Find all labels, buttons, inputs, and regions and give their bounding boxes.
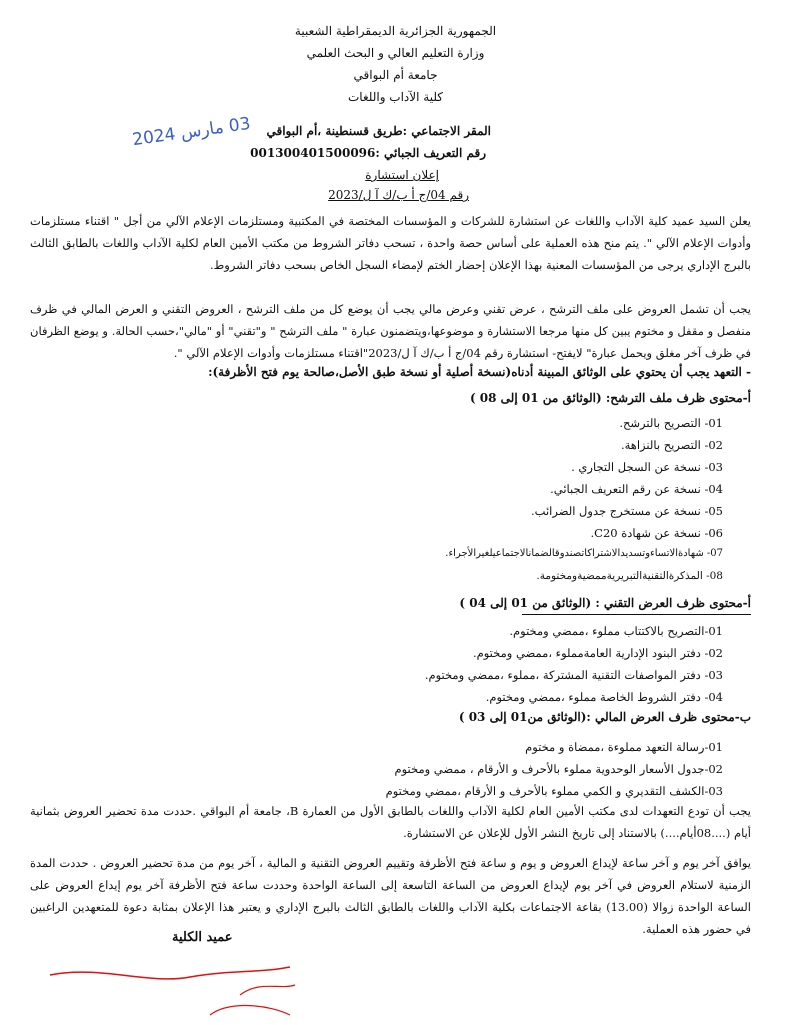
section-underline xyxy=(522,614,751,615)
paragraph-intro: يعلن السيد عميد كلية الآداب واللغات عن استشارة للشركات و المؤسسات المختصة في المكتبية ومستلزمات الإعلام الآلي من أجل " اقتناء مستلزمات وأدوات الإعلام الآلي ". يتم منح هذه العملية على أساس حصة واحدة ، تسحب دفاتر الشروط من مكتب الأمين العام لكلية الآداب واللغات بالطابق الثالث بالبرج الإداري يرجى من المؤسسات المعنية بهذا الإعلان إحضار الختم لإمضاء السجل الخاص بسحب دفاتر الشروط. xyxy=(30,214,751,272)
list-item: 03- دفتر المواصفات التقنية المشتركة ،مملوء ،ممضي ومختوم. xyxy=(424,668,723,682)
list-item: 07- شهادةالاتساءوتسديدالاشتراكاتصندوقالضمانالاجتماعيلغيرالأجراء. xyxy=(445,548,723,559)
announcement-ref: رقم 04/ج أ ب/ك آ ل/2023 xyxy=(328,188,469,202)
list-item: 06- نسخة عن شهادة C20. xyxy=(590,526,723,540)
paragraph-offers: يجب أن تشمل العروض على ملف الترشح ، عرض تقني وعرض مالي يجب أن يوضع كل من ملف الترشح ، العروض التقني و العرض المالي في ظرف منفصل و مقفل و مختوم يبين كل منها مرجعا الاستشارة و موضوعها،ويتضمنون عبارة " ملف الترشح " و"تقني" أو "مالي"،حسب الحالة. و يوضع الظرفان في ظرف آخر مغلق ويحمل عبارة" لايفتح- استشارة رقم 04/ج أ ب/ك آ ل/2023"اقتناء مستلزمات وأدوات الإعلام الآلي ". xyxy=(30,302,751,360)
list-item: 08- المذكرةالتقنيةالتبريريةممضيةومختومة. xyxy=(536,570,723,582)
signature-stamp xyxy=(40,955,300,1025)
list-item: 03- نسخة عن السجل التجاري . xyxy=(571,460,723,474)
list-item: 02- التصريح بالنزاهة. xyxy=(620,438,723,452)
list-item: 05- نسخة عن مستخرج جدول الضرائب. xyxy=(531,504,723,518)
list-item: 02-جدول الأسعار الوحدوية مملوء بالأحرف و الأرقام ، ممضي ومختوم xyxy=(394,762,723,776)
header-republic: الجمهورية الجزائرية الديمقراطية الشعبية xyxy=(294,24,497,38)
list-item: 01-رسالة التعهد مملوءة ،ممضاة و مختوم xyxy=(525,740,723,754)
signature-title: عميد الكلية xyxy=(172,930,233,945)
list-item: 04- دفتر الشروط الخاصة مملوء ،ممضي ومختوم. xyxy=(485,690,723,704)
paragraph-submission: يجب أن تودع التعهدات لدى مكتب الأمين العام لكلية الآداب واللغات بالطابق الأول من العمارة B، جامعة أم البواقي .حددت مدة تحضير العروض بثمانية أيام (....08أيام....) بالاستناد إلى تاريخ النشر الأول للإعلان عن الاستشارة. xyxy=(30,804,751,840)
list-item: 02- دفتر البنود الإدارية العامةمملوء ،ممضي ومختوم. xyxy=(472,646,723,660)
address: المقر الاجتماعي :طريق قسنطينة ،أم البواقي xyxy=(266,124,491,138)
header-ministry: وزارة التعليم العالي و البحث العلمي xyxy=(306,46,485,60)
section-technical-title: أ-محتوى ظرف العرض التقني : (الوثائق من 01 إلى 04 ) xyxy=(459,596,751,610)
header-faculty: كلية الآداب واللغات xyxy=(347,90,444,104)
section-candidacy-title: أ-محتوى ظرف ملف الترشح: (الوثائق من 01 إلى 08 ) xyxy=(469,391,751,405)
date-stamp: 03 مارس 2024 xyxy=(131,113,252,151)
list-item: 01-التصريح بالاكتتاب مملوء ،ممضي ومختوم. xyxy=(509,624,723,638)
list-item: 03-الكشف التقديري و الكمي مملوء بالأحرف و الأرقام ،ممضي ومختوم xyxy=(385,784,723,798)
section-financial-title: ب-محتوى ظرف العرض المالي :(الوثائق من01 إلى 03 ) xyxy=(458,710,751,724)
announcement-title: إعلان استشارة xyxy=(365,168,439,182)
list-item: 04- نسخة عن رقم التعريف الجبائي. xyxy=(550,482,723,496)
paragraph-deadline: يوافق آخر يوم و آخر ساعة لإيداع العروض و يوم و ساعة فتح الأظرفة وتقييم العروض التقنية و المالية ، آخر يوم من مدة تحضير العروض . حددت المدة الزمنية لاستلام العروض في آخر يوم لإيداع العروض من الساعة التاسعة إلى الساعة الواحدة وحددت ساعة فتح الأظرفة آخر يوم إيداع العروض على الساعة الواحدة زوالا (13.00) بقاعة الاجتماعات بكلية الآداب واللغات بالطابق الثالث بالبرج الإداري و يعتبر هذا الإعلان بمثابة دعوة للمتعهدين الراغبين في حضور هذه العملية. xyxy=(30,856,751,936)
list-item: 01- التصريح بالترشح. xyxy=(619,416,723,430)
header-university: جامعة أم البواقي xyxy=(353,68,438,82)
tax-id: رقم التعريف الجبائي :001300401500096 xyxy=(250,146,486,160)
commitment-heading: - التعهد يجب أن يحتوي على الوثائق المبينة أدناه(نسخة أصلية أو نسخة طبق الأصل،صالحة يوم فتح الأظرفة): xyxy=(208,365,751,379)
